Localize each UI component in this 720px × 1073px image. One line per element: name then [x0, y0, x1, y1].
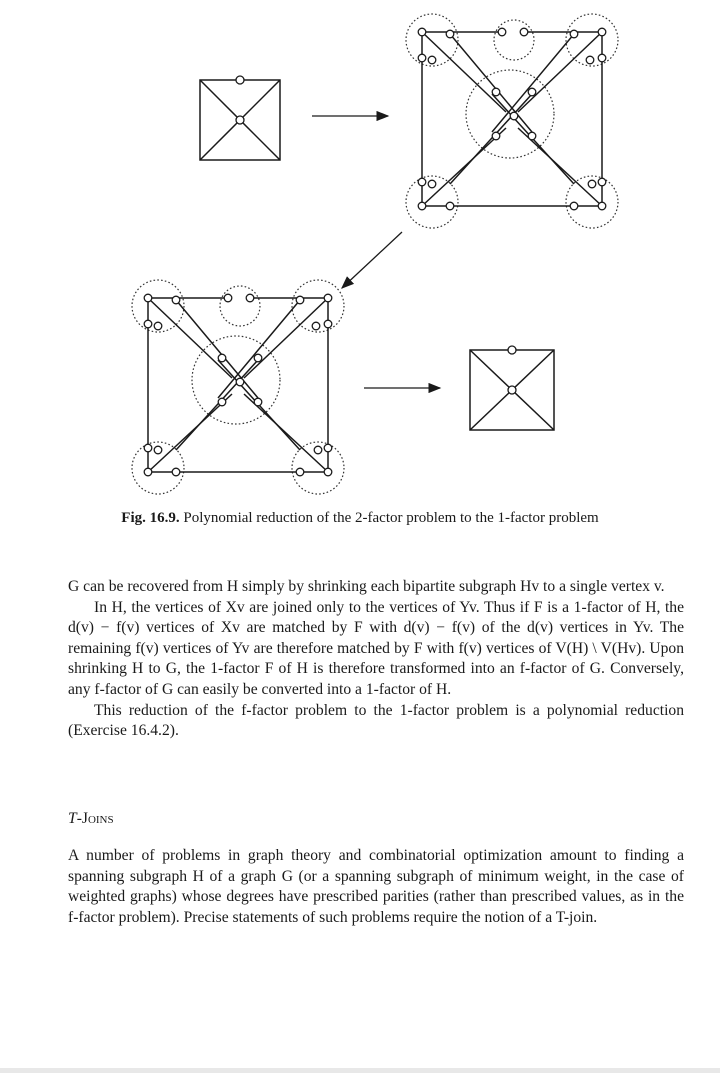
paragraph-1: G can be recovered from H simply by shrinking each bipartite subgraph Hv to a single vertex v. [68, 578, 665, 595]
arrow-down-left [342, 232, 402, 288]
graph-h-top [406, 14, 618, 228]
paragraph-2: In H, the vertices of Xv are joined only to the vertices of Yv. Thus if F is a 1-factor of H, the d(v) − f(v) vertices of Xv are matched by F with d(v) − f(v) of the d(v) vertices in Yv. The remaining f(v) vertices of Yv are therefore matched by F with f(v) vertices of V(H) \ V(Hv). Upon shrinking H to G, the 1-factor F of H is therefore transformed into an f-factor of G. Conversely, any f-factor of G can easily be converted into a 1-factor of H. [68, 598, 684, 698]
figure-caption [0, 510, 720, 527]
figure-16-9 [0, 0, 720, 500]
figure-caption-text: Polynomial reduction of the 2-factor problem to the 1-factor problem [183, 510, 599, 526]
figure-label: Fig. 16.9. [121, 510, 180, 526]
body-paragraphs [68, 577, 684, 742]
graph-h-bottom [132, 280, 344, 494]
page-bottom-edge [0, 1068, 720, 1073]
section-heading [68, 810, 114, 828]
section-heading-rest: -Joins [76, 810, 114, 827]
tjoin-paragraph [68, 846, 684, 928]
tjoin-paragraph-text: A number of problems in graph theory and combinatorial optimization amount to finding a spanning subgraph H of a graph G (or a spanning subgraph of minimum weight, in the case of weighted graphs) whose degrees have prescribed parities (rather than prescribed values, as in the f-factor problem). Precise statements of such problems require the notion of a T-join. [68, 847, 684, 926]
graph-g-original [200, 76, 280, 160]
section-heading-t: T [68, 810, 77, 827]
graph-g-recovered [470, 346, 554, 430]
paragraph-3: This reduction of the f-factor problem to the 1-factor problem is a polynomial reduction (Exercise 16.4.2). [68, 701, 684, 740]
